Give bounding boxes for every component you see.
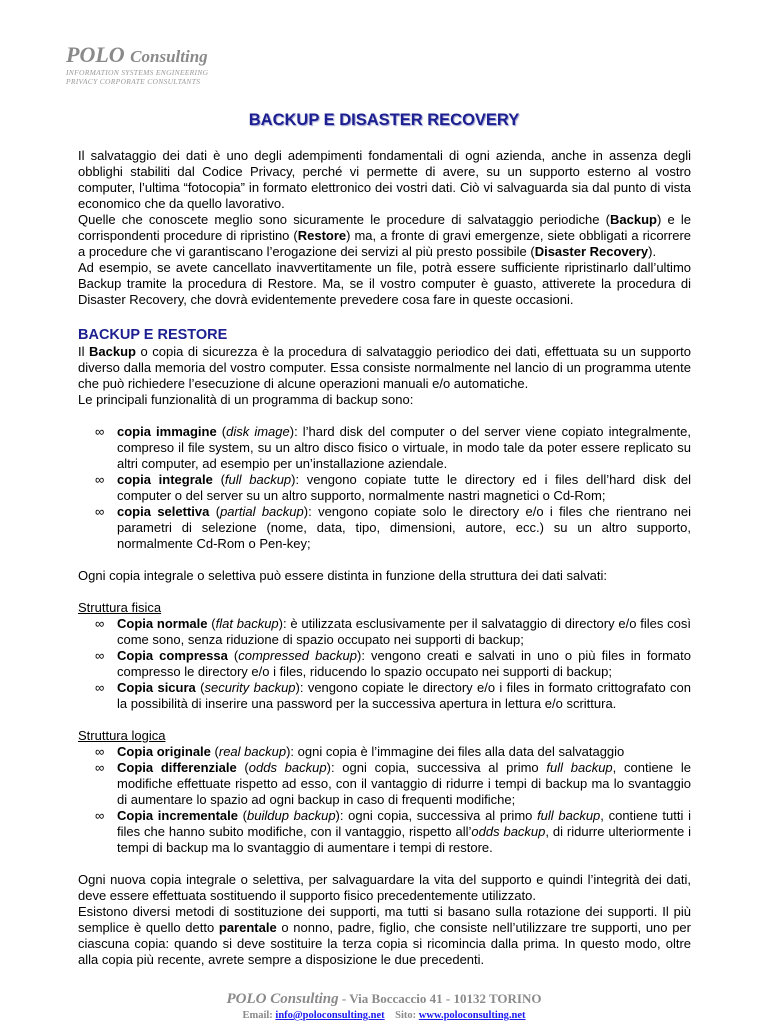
paragraph bbox=[78, 344, 691, 392]
text-run: ): l’hard disk del computer o del server viene copiato integralmente, compreso il file system, su un altro disco fisico o virtuale, in modo tale da poter essere replicato su altri computer, ad esempio per un’installazione aziendale. bbox=[117, 424, 691, 471]
text-run: ) ma, a fronte di gravi emergenze, siete obbligati a ricorrere a procedure che vi garantiscano l’erogazione dei servizi al più presto possibile ( bbox=[78, 228, 691, 259]
infinity-bullet-icon: ∞ bbox=[95, 760, 105, 775]
italic-term: odds backup bbox=[471, 824, 546, 839]
text-run: ): è utilizzata esclusivamente per il salvataggio di directory e/o files così come sono, senza riduzione di spazio occupato nei supporti di backup; bbox=[117, 616, 692, 647]
email-label: Email: bbox=[242, 1010, 273, 1021]
list-item bbox=[95, 504, 691, 552]
intro-block bbox=[78, 148, 691, 308]
text-run: Quelle che conoscete meglio sono sicuramente le procedure di salvataggio periodiche ( bbox=[78, 212, 610, 227]
italic-term: real backup bbox=[218, 744, 287, 759]
logo-tagline-1: INFORMATION SYSTEMS ENGINEERING bbox=[66, 68, 209, 77]
bold-term: Copia incrementale bbox=[117, 808, 238, 823]
italic-term: odds backup bbox=[248, 760, 327, 775]
document-body bbox=[78, 148, 691, 968]
text-run: Esistono diversi metodi di sostituzione dei supporti, ma tutti si basano sulla rotazione dei supporti. Il più semplice è quello detto bbox=[78, 904, 691, 935]
text-run: ( bbox=[227, 648, 239, 663]
text-run: , di ridurre ulteriormente i tempi di backup ma lo svantaggio di aumentare i tempi di restore. bbox=[117, 824, 691, 855]
physical-structure-list bbox=[78, 616, 691, 712]
text-run: ( bbox=[209, 504, 221, 519]
text-run: o nonno, padre, figlio, che consiste nell’utilizzare tre supporti, uno per ciascuna copia: quando si deve sostituire la terza copia si ricomincia dalla prima. In questo modo, oltre alla copia più recente, avrete sempre a disposizione le due precedenti. bbox=[78, 920, 691, 967]
bold-term: Restore bbox=[297, 228, 347, 243]
site-link[interactable]: www.poloconsulting.net bbox=[418, 1010, 526, 1021]
infinity-bullet-icon: ∞ bbox=[95, 648, 105, 663]
page-title: BACKUP E DISASTER RECOVERY bbox=[248, 111, 520, 129]
footer-address: Via Boccaccio 41 - 10132 TORINO bbox=[349, 991, 542, 1006]
list-item bbox=[95, 616, 692, 648]
text-run: , contiene tutti i files che hanno subito modifiche, con il vantaggio, rispetto all’ bbox=[117, 808, 691, 839]
text-run: Il bbox=[78, 344, 90, 359]
distinction-paragraph bbox=[78, 568, 691, 584]
italic-term: full backup bbox=[537, 808, 601, 823]
text-run: ( bbox=[216, 424, 227, 439]
text-run: ): ogni copia, successiva al primo bbox=[335, 808, 538, 823]
text-run: ): vengono copiate solo le directory e/o i files che rientrano nei parametri di selezione (nome, data, tipo, dimensioni, autore, ecc.) su un altro supporto, normalmente Cd-Rom o Pen-key; bbox=[117, 504, 691, 551]
paragraph bbox=[78, 904, 691, 968]
text-run: ). bbox=[648, 244, 657, 259]
text-run: ): ogni copia, successiva al primo bbox=[326, 760, 547, 775]
text-run: o copia di sicurezza è la procedura di salvataggio periodico dei dati, effettuata su un supporto diverso dalla memoria del vostro computer. Essa consiste normalmente nel lancio di un programma utente che può richiedere l’esecuzione di alcune operazioni manuali e/o automatiche. bbox=[78, 344, 691, 391]
italic-term: buildup backup bbox=[247, 808, 336, 823]
list-item bbox=[95, 760, 691, 808]
bold-term: Disaster Recovery bbox=[534, 244, 649, 259]
text-run: ( bbox=[212, 472, 225, 487]
footer-brand: POLO Consulting bbox=[226, 991, 339, 1007]
italic-term: flat backup bbox=[215, 616, 279, 631]
text-run: Il salvataggio dei dati è uno degli adempimenti fondamentali di ogni azienda, anche in assenza degli obblighi stabiliti dal Codice Privacy, perché vi permette di avere, su un supporto esterno al vostro computer, l’ultima “fotocopia” in formato elettronico dei vostri dati. Ciò vi salvaguarda sia dal punto di vista economico che da quello lavorativo. bbox=[78, 148, 691, 211]
text-run: ( bbox=[236, 760, 249, 775]
bold-term: Backup bbox=[89, 344, 136, 359]
bold-term: Backup bbox=[609, 212, 657, 227]
bold-term: Copia sicura bbox=[117, 680, 196, 695]
text-run: ( bbox=[207, 616, 216, 631]
physical-structure-label: Struttura fisica bbox=[78, 600, 162, 615]
infinity-bullet-icon: ∞ bbox=[95, 808, 105, 823]
rotation-block bbox=[78, 872, 691, 968]
paragraph bbox=[78, 392, 691, 408]
list-item bbox=[95, 680, 691, 712]
infinity-bullet-icon: ∞ bbox=[95, 616, 105, 631]
text-run: , contiene le modifiche effettuate rispetto ad esso, con il vantaggio di ridurre i tempi di backup ma lo svantaggio di aumentare lo spazio ad ogni backup in caso di frequenti modifiche; bbox=[117, 760, 691, 807]
italic-term: security backup bbox=[204, 680, 296, 695]
paragraph bbox=[78, 212, 691, 260]
list-item bbox=[95, 648, 692, 680]
paragraph bbox=[78, 148, 691, 212]
logo-brand-suffix: Consulting bbox=[130, 47, 208, 66]
logo-tagline-2: PRIVACY CORPORATE CONSULTANTS bbox=[66, 77, 201, 86]
text-run: ) e le corrispondenti procedure di ripristino ( bbox=[78, 212, 691, 243]
bold-term: copia immagine bbox=[117, 424, 217, 439]
bold-term: Copia compressa bbox=[117, 648, 228, 663]
italic-term: full backup bbox=[546, 760, 613, 775]
infinity-bullet-icon: ∞ bbox=[95, 504, 105, 519]
paragraph bbox=[78, 260, 691, 308]
bold-term: parentale bbox=[218, 920, 277, 935]
italic-term: full backup bbox=[224, 472, 292, 487]
bold-term: copia selettiva bbox=[117, 504, 210, 519]
text-run: ( bbox=[238, 808, 248, 823]
text-run: ): vengono copiate le directory e/o i files in formato crittografato con la possibilità di inserire una password per la successiva apertura in lettura e/o scrittura. bbox=[117, 680, 691, 711]
bold-term: Copia originale bbox=[117, 744, 211, 759]
infinity-bullet-icon: ∞ bbox=[95, 680, 105, 695]
logical-structure-list bbox=[78, 744, 691, 856]
logical-structure-label: Struttura logica bbox=[78, 728, 166, 743]
list-item bbox=[95, 424, 691, 472]
text-run: Ogni nuova copia integrale o selettiva, per salvaguardare la vita del supporto e quindi l’integrità dei dati, deve essere effettuata sostituendo il supporto fisico precedentemente utilizzato. bbox=[78, 872, 691, 903]
section-intro-block bbox=[78, 344, 691, 408]
infinity-bullet-icon: ∞ bbox=[95, 744, 105, 759]
text-run: Ad esempio, se avete cancellato inavvertitamente un file, potrà essere sufficiente ripristinarlo dall’ultimo Backup tramite la procedura di Restore. Ma, se il vostro computer è guasto, attiverete la procedura di Disaster Recovery, che dovrà evidentemente prevedere cosa fare in queste occasioni. bbox=[78, 260, 691, 307]
infinity-bullet-icon: ∞ bbox=[95, 424, 105, 439]
section-heading: BACKUP E RESTORE bbox=[78, 327, 228, 343]
email-link[interactable]: info@poloconsulting.net bbox=[275, 1010, 385, 1021]
text-run: Ogni copia integrale o selettiva può essere distinta in funzione della struttura dei dati salvati: bbox=[78, 568, 607, 583]
text-run: ): vengono creati e salvati in uno o più files in formato compresso le directory e/o i files, riducendo lo spazio occupato nei supporti di backup; bbox=[117, 648, 692, 679]
text-run: ( bbox=[195, 680, 205, 695]
footer-separator: - bbox=[338, 991, 350, 1006]
bold-term: Copia normale bbox=[117, 616, 208, 631]
text-run: ): vengono copiate tutte le directory ed i files dell’hard disk del computer o del server su un altro supporto, normalmente nastri magnetici o Cd-Rom; bbox=[117, 472, 692, 503]
bold-term: Copia differenziale bbox=[117, 760, 237, 775]
infinity-bullet-icon: ∞ bbox=[95, 472, 105, 487]
text-run: ( bbox=[210, 744, 219, 759]
backup-functions-list bbox=[78, 424, 691, 552]
italic-term: partial backup bbox=[220, 504, 304, 519]
list-item bbox=[95, 808, 691, 856]
company-logo bbox=[66, 44, 768, 86]
logo-brand: POLO bbox=[66, 42, 125, 67]
page-footer bbox=[0, 990, 768, 1033]
italic-term: compressed backup bbox=[238, 648, 358, 663]
paragraph bbox=[78, 872, 691, 904]
list-item bbox=[95, 744, 691, 760]
site-label: Sito: bbox=[395, 1010, 417, 1021]
list-item bbox=[95, 472, 692, 504]
italic-term: disk image bbox=[226, 424, 290, 439]
text-run: ): ogni copia è l’immagine dei files alla data del salvataggio bbox=[286, 744, 625, 759]
bold-term: copia integrale bbox=[117, 472, 213, 487]
text-run: Le principali funzionalità di un programma di backup sono: bbox=[78, 392, 414, 407]
